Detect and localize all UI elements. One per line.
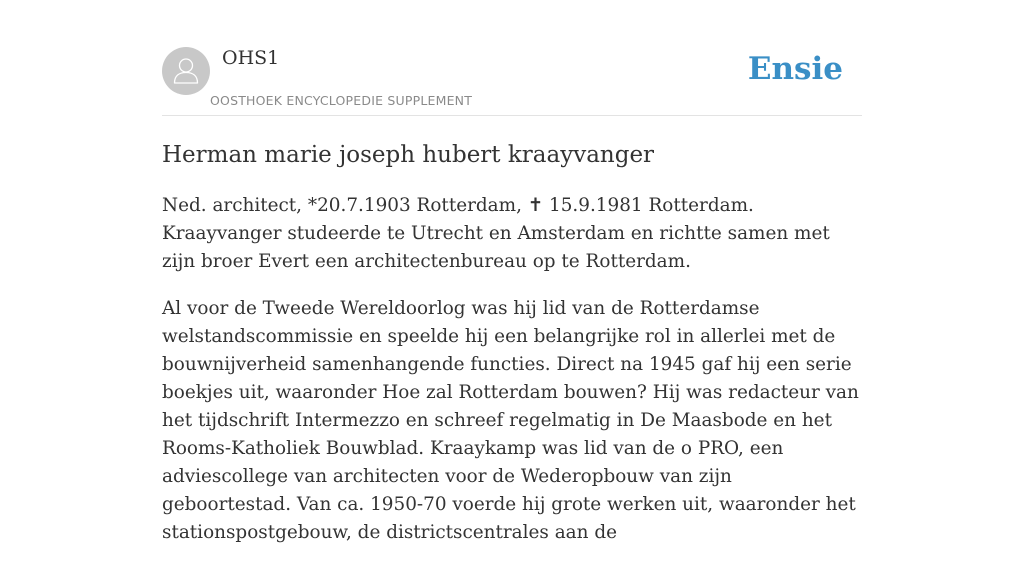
user-icon: [162, 47, 210, 95]
article-paragraph: Al voor de Tweede Wereldoorlog was hij lid van de Rotterdamse welstandscommissie en speelde hij een belangrijke rol in allerlei met de bouwnijverheid samenhangende functies. Direct na 1945 gaf hij een serie boekjes uit, waaronder Hoe zal Rotterdam bouwen? Hij was redacteur van het tijdschrift Intermezzo en schreef regelmatig in De Maasbode en het Rooms-Katholiek Bouwblad. Kraaykamp was lid van de o PRO, een adviescollege van architecten voor de Wederopbouw van zijn geboortestad. Van ca. 1950-70 voerde hij grote werken uit, waaronder het stationspostgebouw, de districtscentrales aan de: [162, 298, 859, 543]
article-body: [162, 192, 862, 566]
ensie-logo[interactable]: Ensie: [747, 51, 843, 87]
author-header: [162, 0, 862, 116]
source-label[interactable]: OOSTHOEK ENCYCLOPEDIE SUPPLEMENT: [210, 93, 473, 108]
article-title: Herman marie joseph hubert kraayvanger: [162, 142, 655, 168]
avatar[interactable]: [162, 47, 210, 95]
article-paragraph: Ned. architect, *20.7.1903 Rotterdam, ✝ 15.9.1981 Rotterdam. Kraayvanger studeerde te Utrecht en Amsterdam en richtte samen met zijn broer Evert een architectenbureau op te Rotterdam.: [162, 195, 830, 272]
author-username[interactable]: OHS1: [222, 47, 280, 69]
page-container: [162, 0, 862, 543]
